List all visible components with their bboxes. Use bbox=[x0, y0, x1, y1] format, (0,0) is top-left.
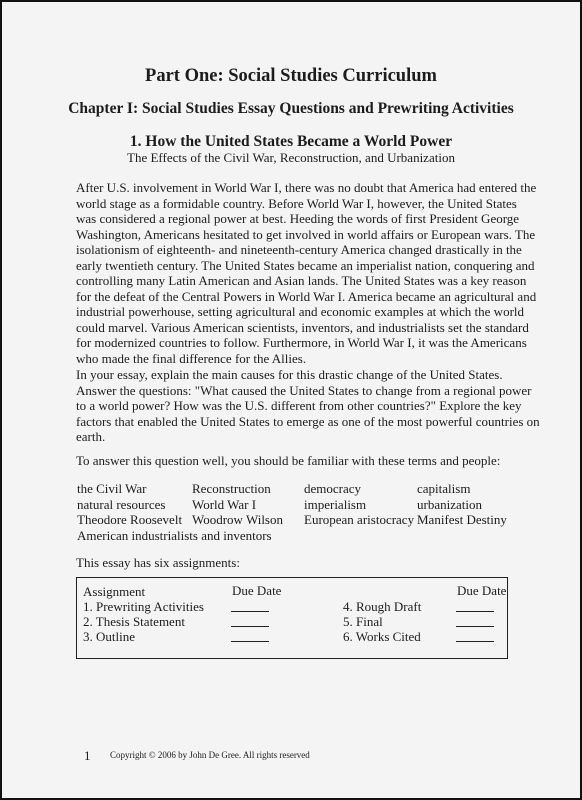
term-item: Woodrow Wilson bbox=[192, 512, 283, 527]
essay-prompt-paragraph bbox=[76, 367, 540, 445]
paragraph-line: industrial powerhouse, setting agricultural and economic examples at which the world bbox=[76, 304, 525, 319]
chapter-title: Chapter I: Social Studies Essay Questions and Prewriting Activities bbox=[68, 100, 514, 117]
paragraph-line: early twentieth century. The United States became an imperialist nation, conquering and bbox=[76, 257, 535, 273]
due-date-blank bbox=[231, 611, 269, 612]
assignment-header: Assignment bbox=[83, 584, 146, 599]
term-item: natural resources bbox=[77, 496, 166, 512]
paragraph-line: for the defeat of the Central Powers in World War I. America became an agricultural and bbox=[76, 288, 537, 304]
paragraph-line: earth. bbox=[76, 429, 106, 444]
page-number: 1 bbox=[84, 748, 91, 763]
term-item: Reconstruction bbox=[192, 481, 271, 496]
term-item: European aristocracy bbox=[304, 512, 415, 527]
due-date-blank bbox=[456, 611, 494, 612]
assignment-item: 6. Works Cited bbox=[343, 629, 421, 644]
paragraph-line: isolationism of eighteenth- and nineteenth-century America changed drastically in the bbox=[76, 242, 522, 257]
terms-column-2 bbox=[192, 481, 283, 528]
term-item: Manifest Destiny bbox=[417, 512, 507, 527]
term-item: Theodore Roosevelt bbox=[77, 512, 183, 527]
paragraph-line: factors that enabled the United States to emerge as one of the most powerful countries on bbox=[76, 413, 540, 429]
term-item: imperialism bbox=[304, 496, 367, 512]
due-date-blank bbox=[456, 641, 494, 642]
assignment-item: 1. Prewriting Activities bbox=[83, 599, 204, 614]
section-title: 1. How the United States Became a World Power bbox=[129, 133, 453, 150]
terms-column-4 bbox=[417, 481, 507, 528]
paragraph-line: was considered a regional power at best. Heeding the words of first President George bbox=[76, 211, 520, 226]
paragraph-line: to a world power? How was the U.S. different from other countries?" Explore the key bbox=[76, 398, 522, 413]
term-item: capitalism bbox=[417, 481, 471, 496]
due-date-header-right: Due Date bbox=[457, 583, 507, 598]
intro-paragraph bbox=[76, 180, 536, 366]
paragraph-line: who made the final difference for the Allies. bbox=[76, 350, 307, 366]
term-item: democracy bbox=[304, 481, 362, 496]
paragraph-line: for modernized countries to follow. Furthermore, in World War I, it was the Americans bbox=[76, 335, 527, 350]
assignment-table bbox=[76, 577, 508, 659]
assignments-intro: This essay has six assignments: bbox=[76, 555, 240, 570]
paragraph-line: Washington, Americans hesitated to get involved in world affairs or European wars. The bbox=[76, 226, 536, 242]
paragraph-line: In your essay, explain the main causes for this drastic change of the United States. bbox=[76, 367, 503, 382]
paragraph-line: could marvel. Various American scientists, inventors, and industrialists set the standard bbox=[76, 319, 529, 335]
paragraph-line: controlling many Latin American and Asian lands. The United States was a key reason bbox=[76, 273, 527, 288]
part-title: Part One: Social Studies Curriculum bbox=[145, 66, 437, 86]
terms-intro: To answer this question well, you should be familiar with these terms and people: bbox=[76, 453, 501, 468]
copyright-notice: Copyright © 2006 by John De Gree. All rights reserved bbox=[110, 750, 310, 760]
paragraph-line: world stage as a formidable country. Before World War I, however, the United States bbox=[76, 195, 517, 211]
term-item: World War I bbox=[192, 496, 257, 512]
due-date-blank bbox=[231, 626, 269, 627]
terms-column-3 bbox=[304, 481, 414, 528]
assignment-item: 5. Final bbox=[343, 614, 383, 629]
assignment-item: 4. Rough Draft bbox=[343, 599, 422, 614]
due-date-blank bbox=[231, 641, 269, 642]
paragraph-line: After U.S. involvement in World War I, there was no doubt that America had entered the bbox=[76, 180, 537, 195]
assignment-item: 3. Outline bbox=[83, 629, 135, 644]
term-item: American industrialists and inventors bbox=[77, 527, 272, 543]
term-item: the Civil War bbox=[77, 481, 147, 496]
paragraph-line: Answer the questions: "What caused the United States to change from a regional power bbox=[76, 382, 532, 398]
due-date-header-left: Due Date bbox=[232, 583, 282, 598]
term-item: urbanization bbox=[417, 496, 482, 512]
due-date-blank bbox=[456, 626, 494, 627]
section-subtitle: The Effects of the Civil War, Reconstruction, and Urbanization bbox=[127, 150, 455, 165]
assignment-item: 2. Thesis Statement bbox=[83, 614, 185, 629]
